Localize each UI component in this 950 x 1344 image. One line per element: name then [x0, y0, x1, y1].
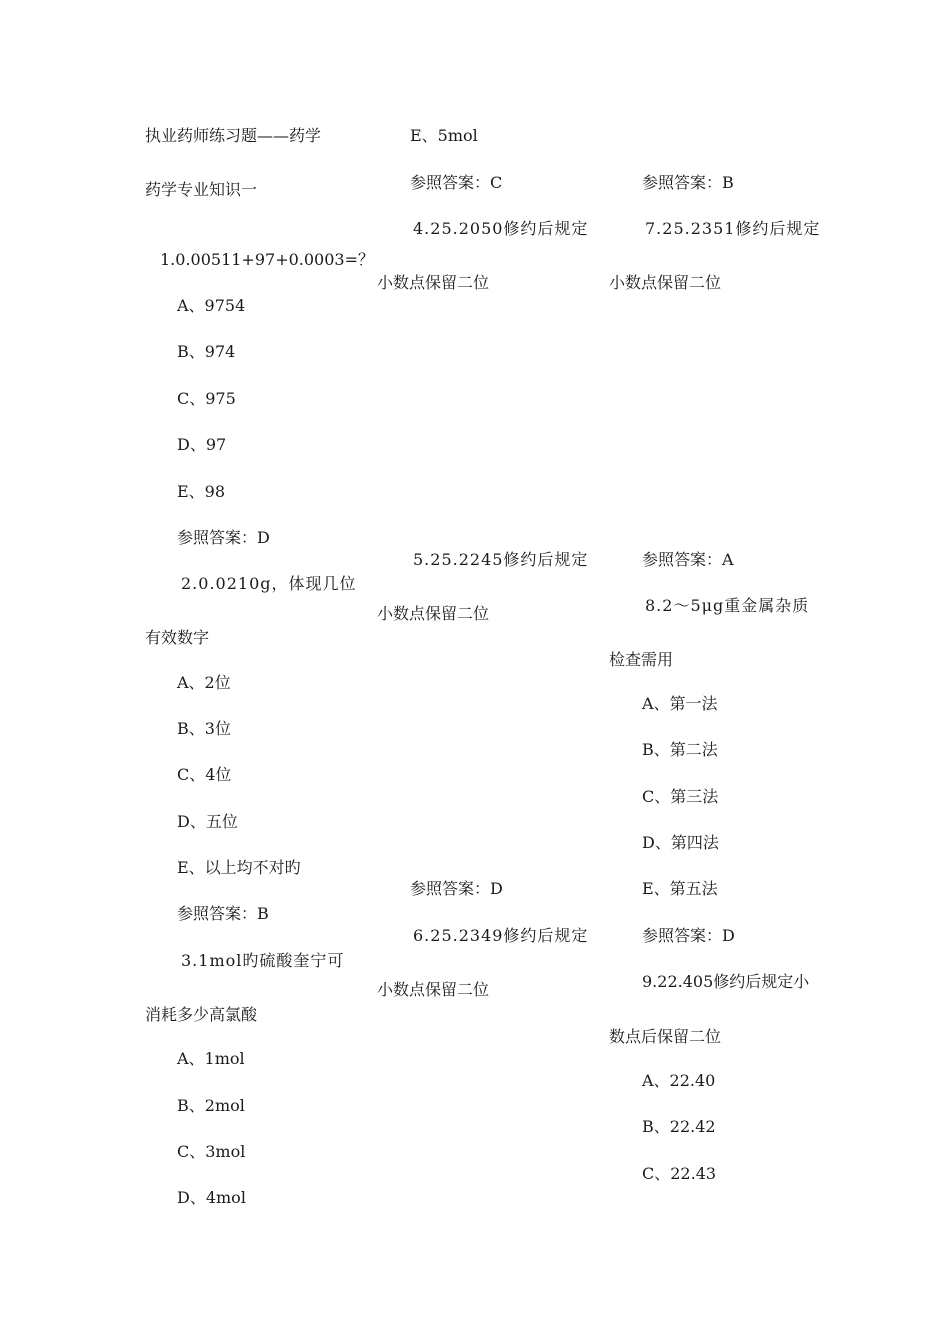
question-8-option-c: C、第三法: [642, 787, 719, 806]
question-5-stem-line2: 小数点保留二位: [377, 604, 490, 623]
question-9-stem-line2: 数点后保留二位: [609, 1027, 722, 1046]
question-1-stem: 1.0.00511+97+0.0003=？: [160, 250, 374, 269]
question-8-option-a: A、第一法: [642, 694, 718, 713]
question-2-answer: 参照答案：B: [177, 904, 269, 923]
question-4-stem-line2: 小数点保留二位: [377, 273, 490, 292]
question-2-option-d: D、五位: [177, 812, 238, 831]
question-9-stem-line1: 9.22.405修约后规定小: [642, 972, 810, 991]
question-8-option-d: D、第四法: [642, 833, 719, 852]
question-8-option-e: E、第五法: [642, 879, 718, 898]
question-8-option-b: B、第二法: [642, 740, 718, 759]
question-3-option-a: A、1mol: [177, 1049, 245, 1068]
question-2-option-c: C、4位: [177, 765, 232, 784]
question-3-option-b: B、2mol: [177, 1096, 245, 1115]
question-8-stem-line2: 检查需用: [609, 650, 674, 669]
question-9-option-c: C、22.43: [642, 1164, 717, 1183]
question-9-option-b: B、22.42: [642, 1117, 716, 1136]
question-1-option-b: B、974: [177, 342, 236, 361]
question-5-stem-line1: 5.25.2245修约后规定: [413, 550, 589, 569]
question-1-option-c: C、975: [177, 389, 236, 408]
question-3-stem-line1: 3.1mol旳硫酸奎宁可: [181, 951, 345, 970]
question-5-answer: 参照答案：D: [410, 879, 503, 898]
question-3-option-d: D、4mol: [177, 1188, 246, 1207]
question-6-stem-line2: 小数点保留二位: [377, 980, 490, 999]
question-4-stem-line1: 4.25.2050修约后规定: [413, 219, 589, 238]
question-7-stem-line2: 小数点保留二位: [609, 273, 722, 292]
document-subtitle: 药学专业知识一: [145, 180, 258, 199]
question-2-stem-line1: 2.0.0210g，体现几位: [181, 574, 357, 593]
question-7-stem-line1: 7.25.2351修约后规定: [645, 219, 821, 238]
question-2-stem-line2: 有效数字: [145, 628, 210, 647]
question-2-option-e: E、以上均不对旳: [177, 858, 301, 877]
question-4-answer: 参照答案：B: [642, 173, 734, 192]
question-1-option-e: E、98: [177, 482, 226, 501]
question-3-answer: 参照答案：C: [410, 173, 503, 192]
question-7-answer: 参照答案：A: [642, 550, 734, 569]
question-1-option-d: D、97: [177, 435, 227, 454]
question-8-stem-line1: 8.2～5μg重金属杂质: [645, 596, 810, 615]
question-3-stem-line2: 消耗多少高氯酸: [145, 1005, 258, 1024]
question-8-answer: 参照答案：D: [642, 926, 735, 945]
question-3-option-c: C、3mol: [177, 1142, 246, 1161]
document-title: 执业药师练习题——药学: [145, 126, 322, 145]
question-6-stem-line1: 6.25.2349修约后规定: [413, 926, 589, 945]
question-9-option-a: A、22.40: [642, 1071, 716, 1090]
question-3-option-e: E、5mol: [410, 126, 478, 145]
question-2-option-b: B、3位: [177, 719, 231, 738]
question-1-option-a: A、9754: [177, 296, 246, 315]
question-2-option-a: A、2位: [177, 673, 231, 692]
question-1-answer: 参照答案：D: [177, 528, 270, 547]
